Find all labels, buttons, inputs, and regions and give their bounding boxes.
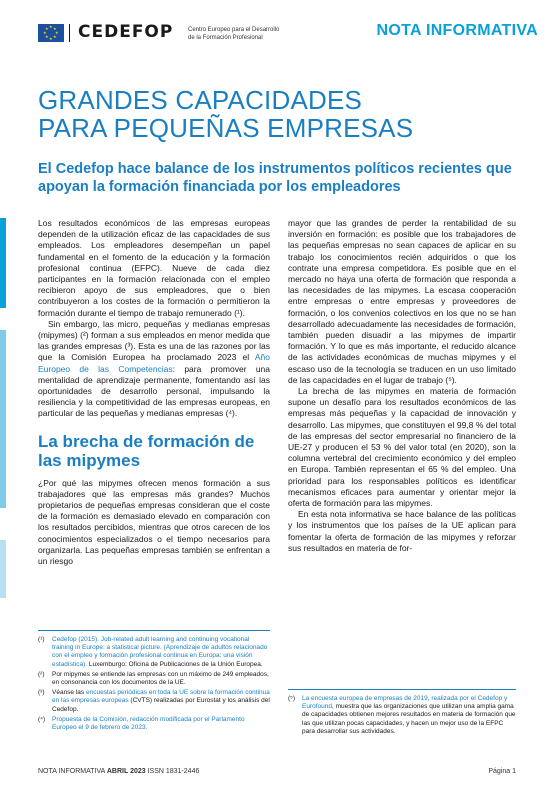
title-line-1: GRANDES CAPACIDADES <box>38 85 363 115</box>
footnotes-left <box>38 636 270 734</box>
paragraph: Los resultados económicos de las empresas europeas dependen de la utilización eficaz de las capacidades de sus empleados. Los empleadores desempeñan un papel fundamental en el fomento de la educación y la formación profesional continua (EFPC). Nueve de cada diez participantes en la formación relacionada con el empleo recibieron apoyo de sus empleadores, que o bien contribuyeron a los costes de la formación o permitieron la formación durante el tiempo de trabajo remunerado (¹). <box>38 218 270 318</box>
page-header <box>38 20 538 50</box>
footnote-number: (³) <box>38 689 45 697</box>
footnote-link[interactable]: La encuesta europea de empresas de 2019, realizada por el Cedefop y Eurofound <box>302 695 508 711</box>
footnote-link[interactable]: Propuesta de la Comisión, redacción modificada por el Parlamento Europeo el 9 de febrero de 2023. <box>52 715 245 732</box>
footnote <box>38 636 270 669</box>
cedefop-logo: CEDEFOP <box>78 22 174 42</box>
margin-bar <box>0 330 6 508</box>
paragraph: mayor que las grandes de perder la rentabilidad de su inversión en formación: es posible que los trabajadores de las pequeñas empresas no sean capaces de aplicar en su trabajo los conocimientos recién adquiridos o que los contrate una empresa competidora. Es posible que en el mercado no haya una oferta de formación que responda a las necesidades de las mipymes. La escasa cooperación entre empresas o entre empresas y proveedores de formación, o los convenios colectivos en los que no se han desarrollado adecuadamente las necesidades de formación, también pueden disuadir a las mipymes de impartir formación. Y lo que es más importante, el reducido alcance de las actividades económicas de muchas mipymes y el escaso uso de la tecnología se traducen en un uso limitado de las capacidades en el lugar de trabajo (⁵). <box>288 218 516 385</box>
footnotes-right <box>288 695 516 738</box>
footnote-text: Véanse las <box>52 689 86 697</box>
agency-name-line1: Centro Europeo para el Desarrollo <box>188 27 280 33</box>
margin-bar <box>0 540 6 598</box>
footnote-number: (¹) <box>38 636 45 643</box>
margin-bar <box>0 218 6 308</box>
footer-label: NOTA INFORMATIVA <box>38 768 105 775</box>
footer-issn: ISSN 1831-2446 <box>147 768 200 775</box>
paragraph: La brecha de las mipymes en materia de formación supone un desafío para los resultados económicos de las empresas más pequeñas y la capacidad de innovación y desarrollo. Las mipymes, que constituyen el 99,8 % del total de las empresas del sector empresarial no financiero de la UE-27 y producen el 53 % del valor total (en 2020), son la columna vertebral del crecimiento económico y del empleo en Europa. También representan el 65 % del empleo. Una prioridad para los responsables políticos es identificar mecanismos eficaces para aumentar y orientar mejor la oferta de formación para las mipymes. <box>288 386 516 509</box>
text-span: Sin embargo, las micro, pequeñas y medianas empresas (mipymes) (²) forman a sus empleados en menor medida que las grandes empresas (³). Esta es una de las razones por las que la Comisión Europea ha proclamado 2023 el <box>38 318 270 363</box>
page-subtitle: El Cedefop hace balance de los instrumentos políticos recientes que apoyan la formación financiada por los empleadores <box>38 161 512 195</box>
agency-name <box>188 26 298 42</box>
doc-type-tag: NOTA INFORMATIVA <box>376 22 538 39</box>
footnote-rule <box>288 689 516 690</box>
page-footer <box>38 768 516 775</box>
footnote-text: Por mipymes se entiende las empresas con un máximo de 249 empleados, en consonancia con los documentos de la UE. <box>52 670 269 687</box>
section-heading: La brecha de formación de las mipymes <box>38 431 255 470</box>
paragraph: ¿Por qué las mipymes ofrecen menos formación a sus trabajadores que las empresas más grandes? Muchos propietarios de pequeñas empresas consideran que el coste de la formación es demasiado elevado en comparación con los resultados percibidos, mientras que otros carecen de los conocimientos especializados o el tiempo necesarios para organizarla. Las pequeñas empresas también se enfrentan a un riesgo <box>38 477 270 567</box>
text-span: : para promover una mentalidad de aprendizaje permanente, fomentando así las oportunidades de desarrollo personal, impulsando la resiliencia y la competitividad de las empresas europeas, en particular de las pequeñas y medianas empresas (⁴). <box>38 363 271 419</box>
footnote-number: (⁵) <box>288 695 296 702</box>
eu-flag-icon: ★ ★ ★ ★ ★ ★ ★ ★ <box>38 24 64 42</box>
footnote-rule <box>38 630 270 631</box>
footnote-link[interactable]: Cedefop (2015). Job-related adult learning and continuing vocational training in Europe: a statistical picture. (Aprendizaje de adultos relacionado con el empleo y formación profesional continua en Europa: una visión estadística). <box>52 636 268 668</box>
footer-date: ABRIL 2023 <box>106 768 146 775</box>
footnote-text: (CVTS) realizadas por Eurostat y los análisis del Cedefop. <box>52 697 270 713</box>
year-of-skills-link[interactable]: Año Europeo de las Competencias <box>38 352 270 374</box>
title-line-2: PARA PEQUEÑAS EMPRESAS <box>38 113 414 143</box>
footnote-number: (²) <box>38 670 45 678</box>
right-column <box>288 218 516 554</box>
footnote-text: , muestra que las organizaciones que utilizan una amplia gama de capacidades obtienen mejores resultados en materia de formación que las que utilizan pocas capacidades, y hacen un mejor uso de la EFPC para desarrollar sus actividades. <box>302 703 516 735</box>
logo-divider <box>69 24 70 42</box>
footnote <box>38 689 270 714</box>
paragraph: En esta nota informativa se hace balance de las políticas y los instrumentos que los países de la UE aplican para fomentar la oferta de formación de las mipymes y reforzar sus resultados en materia de for- <box>288 509 516 553</box>
paragraph <box>38 319 270 420</box>
page-title <box>38 86 518 142</box>
footnote-link[interactable]: encuestas periódicas en toda la UE sobre la formación continua en las empresas europeas <box>52 689 270 705</box>
footnote <box>288 695 516 736</box>
footnote-text: Luxemburgo: Oficina de Publicaciones de la Unión Europea. <box>87 660 263 668</box>
page-number: Página 1 <box>488 768 516 775</box>
left-column <box>38 218 270 567</box>
footnote-number: (⁴) <box>38 715 46 723</box>
footnote <box>38 716 270 732</box>
footnote <box>38 671 270 687</box>
agency-name-line2: de la Formación Profesional <box>188 35 263 41</box>
